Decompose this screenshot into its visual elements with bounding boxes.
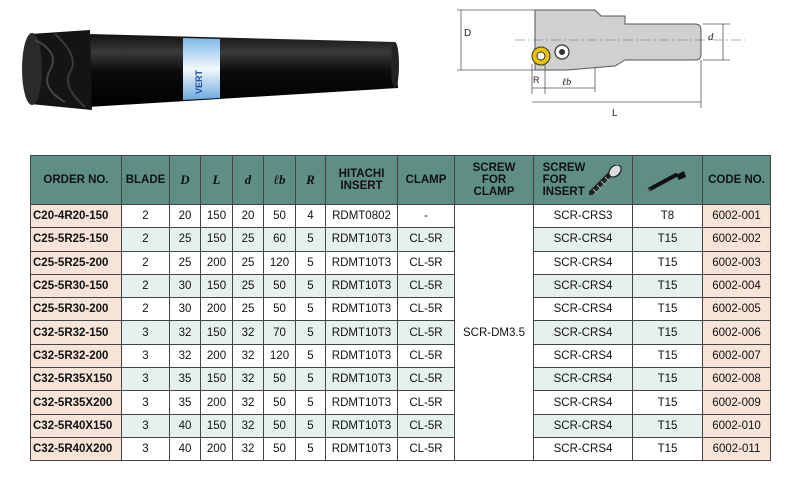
table-row bbox=[31, 368, 771, 391]
cell-lb: 50 bbox=[264, 298, 296, 321]
cell-screw-for-insert: SCR-CRS4 bbox=[534, 298, 633, 321]
cell-screw-for-insert: SCR-CRS4 bbox=[534, 321, 633, 344]
cell-order-no: C32-5R32-200 bbox=[31, 344, 122, 367]
cell-clamp: CL-5R bbox=[398, 414, 455, 437]
header-D: D bbox=[170, 156, 201, 205]
cell-blade: 3 bbox=[122, 321, 170, 344]
cell-d: 32 bbox=[233, 391, 264, 414]
cell-blade: 2 bbox=[122, 228, 170, 251]
cell-L: 200 bbox=[201, 437, 233, 460]
cell-d: 32 bbox=[233, 414, 264, 437]
cell-d: 25 bbox=[233, 251, 264, 274]
cell-R: 5 bbox=[296, 321, 326, 344]
cell-blade: 3 bbox=[122, 368, 170, 391]
header-code-no: CODE NO. bbox=[703, 156, 771, 205]
tool-dimension-diagram bbox=[455, 2, 790, 127]
cell-d: 25 bbox=[233, 228, 264, 251]
cell-key: T15 bbox=[633, 228, 703, 251]
screw-icon bbox=[589, 165, 623, 195]
cell-D: 32 bbox=[170, 321, 201, 344]
header-screw-for-insert bbox=[534, 156, 633, 205]
cell-code-no: 6002-008 bbox=[703, 368, 771, 391]
cell-screw-for-insert: SCR-CRS4 bbox=[534, 274, 633, 297]
cell-key: T15 bbox=[633, 274, 703, 297]
cell-lb: 50 bbox=[264, 437, 296, 460]
cell-d: 32 bbox=[233, 344, 264, 367]
cell-lb: 50 bbox=[264, 368, 296, 391]
cell-key: T15 bbox=[633, 391, 703, 414]
brand-text: VERT bbox=[194, 69, 204, 94]
tool-head-face bbox=[22, 33, 42, 105]
cell-order-no: C25-5R30-200 bbox=[31, 298, 122, 321]
cell-D: 35 bbox=[170, 391, 201, 414]
cell-insert: RDMT10T3 bbox=[326, 321, 398, 344]
table-row bbox=[31, 228, 771, 251]
table-row bbox=[31, 344, 771, 367]
cell-code-no: 6002-007 bbox=[703, 344, 771, 367]
cell-code-no: 6002-004 bbox=[703, 274, 771, 297]
header-clamp: CLAMP bbox=[398, 156, 455, 205]
cell-lb: 50 bbox=[264, 414, 296, 437]
cell-clamp: CL-5R bbox=[398, 228, 455, 251]
cell-order-no: C32-5R40X200 bbox=[31, 437, 122, 460]
cell-clamp: CL-5R bbox=[398, 321, 455, 344]
label-lb: ℓb bbox=[562, 77, 572, 88]
cell-lb: 50 bbox=[264, 274, 296, 297]
header-L: L bbox=[201, 156, 233, 205]
cell-clamp: CL-5R bbox=[398, 368, 455, 391]
cell-L: 150 bbox=[201, 321, 233, 344]
insert-screw bbox=[537, 52, 545, 60]
cell-L: 150 bbox=[201, 414, 233, 437]
cell-L: 150 bbox=[201, 368, 233, 391]
cell-order-no: C32-5R35X200 bbox=[31, 391, 122, 414]
table-row bbox=[31, 437, 771, 460]
cell-L: 150 bbox=[201, 205, 233, 228]
cell-insert: RDMT10T3 bbox=[326, 274, 398, 297]
cell-key: T15 bbox=[633, 344, 703, 367]
cell-key: T15 bbox=[633, 414, 703, 437]
cell-screw-for-insert: SCR-CRS4 bbox=[534, 437, 633, 460]
cell-order-no: C25-5R25-150 bbox=[31, 228, 122, 251]
table-header-row bbox=[31, 156, 771, 205]
cell-R: 5 bbox=[296, 344, 326, 367]
cell-blade: 3 bbox=[122, 344, 170, 367]
cell-code-no: 6002-003 bbox=[703, 251, 771, 274]
label-L: L bbox=[612, 108, 618, 119]
cell-order-no: C32-5R32-150 bbox=[31, 321, 122, 344]
cell-order-no: C25-5R30-150 bbox=[31, 274, 122, 297]
cell-order-no: C32-5R35X150 bbox=[31, 368, 122, 391]
header-key bbox=[633, 156, 703, 205]
cell-lb: 120 bbox=[264, 344, 296, 367]
cell-D: 40 bbox=[170, 437, 201, 460]
cell-key: T15 bbox=[633, 437, 703, 460]
cell-screw-for-insert: SCR-CRS4 bbox=[534, 251, 633, 274]
cell-code-no: 6002-009 bbox=[703, 391, 771, 414]
cell-clamp: CL-5R bbox=[398, 298, 455, 321]
cell-clamp: CL-5R bbox=[398, 391, 455, 414]
cell-D: 30 bbox=[170, 274, 201, 297]
cell-L: 200 bbox=[201, 298, 233, 321]
header-screw-clamp-line3: CLAMP bbox=[473, 186, 515, 198]
cell-blade: 2 bbox=[122, 298, 170, 321]
cell-lb: 120 bbox=[264, 251, 296, 274]
header-screw-clamp-line2: FOR bbox=[481, 174, 507, 186]
cell-clamp: CL-5R bbox=[398, 437, 455, 460]
spec-table bbox=[30, 155, 771, 461]
cell-blade: 2 bbox=[122, 274, 170, 297]
cell-code-no: 6002-005 bbox=[703, 298, 771, 321]
tool-shaft-end bbox=[391, 42, 399, 88]
cell-code-no: 6002-011 bbox=[703, 437, 771, 460]
cell-screw-for-insert: SCR-CRS3 bbox=[534, 205, 633, 228]
cell-screw-for-insert: SCR-CRS4 bbox=[534, 344, 633, 367]
clamp-screw bbox=[559, 49, 565, 55]
cell-D: 25 bbox=[170, 251, 201, 274]
header-screw-insert-line3: INSERT bbox=[542, 186, 585, 198]
cell-blade: 3 bbox=[122, 437, 170, 460]
cell-insert: RDMT0802 bbox=[326, 205, 398, 228]
table-row bbox=[31, 321, 771, 344]
cell-order-no: C20-4R20-150 bbox=[31, 205, 122, 228]
cell-code-no: 6002-006 bbox=[703, 321, 771, 344]
header-insert-line1: HITACHI bbox=[338, 168, 385, 180]
cell-blade: 3 bbox=[122, 414, 170, 437]
cell-insert: RDMT10T3 bbox=[326, 344, 398, 367]
cell-clamp: - bbox=[398, 205, 455, 228]
header-R: R bbox=[296, 156, 326, 205]
cell-key: T15 bbox=[633, 298, 703, 321]
cell-L: 200 bbox=[201, 344, 233, 367]
cell-R: 5 bbox=[296, 228, 326, 251]
cell-insert: RDMT10T3 bbox=[326, 391, 398, 414]
cell-screw-for-insert: SCR-CRS4 bbox=[534, 368, 633, 391]
cell-L: 200 bbox=[201, 391, 233, 414]
header-blade: BLADE bbox=[122, 156, 170, 205]
cell-R: 5 bbox=[296, 298, 326, 321]
cell-key: T8 bbox=[633, 205, 703, 228]
cell-screw-for-insert: SCR-CRS4 bbox=[534, 228, 633, 251]
tool-shaft bbox=[88, 34, 398, 107]
cell-insert: RDMT10T3 bbox=[326, 368, 398, 391]
cell-blade: 2 bbox=[122, 251, 170, 274]
cell-R: 5 bbox=[296, 391, 326, 414]
cell-D: 25 bbox=[170, 228, 201, 251]
table-row bbox=[31, 414, 771, 437]
cell-code-no: 6002-001 bbox=[703, 205, 771, 228]
cell-order-no: C25-5R25-200 bbox=[31, 251, 122, 274]
cell-clamp: CL-5R bbox=[398, 251, 455, 274]
cell-screw-for-insert: SCR-CRS4 bbox=[534, 414, 633, 437]
cell-blade: 3 bbox=[122, 391, 170, 414]
tool-photo bbox=[10, 12, 410, 122]
cell-D: 40 bbox=[170, 414, 201, 437]
header-d: d bbox=[233, 156, 264, 205]
cell-R: 5 bbox=[296, 368, 326, 391]
cell-D: 32 bbox=[170, 344, 201, 367]
cell-d: 32 bbox=[233, 437, 264, 460]
cell-lb: 50 bbox=[264, 391, 296, 414]
header-screw-clamp-line1: SCREW bbox=[472, 162, 516, 174]
cell-insert: RDMT10T3 bbox=[326, 437, 398, 460]
cell-d: 25 bbox=[233, 298, 264, 321]
cell-d: 25 bbox=[233, 274, 264, 297]
cell-R: 5 bbox=[296, 414, 326, 437]
cell-d: 20 bbox=[233, 205, 264, 228]
cell-code-no: 6002-010 bbox=[703, 414, 771, 437]
cell-R: 5 bbox=[296, 274, 326, 297]
cell-R: 5 bbox=[296, 251, 326, 274]
header-insert bbox=[326, 156, 398, 205]
cell-insert: RDMT10T3 bbox=[326, 298, 398, 321]
table-row bbox=[31, 251, 771, 274]
label-R: R bbox=[533, 75, 540, 85]
torx-key-icon bbox=[646, 167, 690, 193]
table-row bbox=[31, 274, 771, 297]
cell-clamp: CL-5R bbox=[398, 344, 455, 367]
table-row bbox=[31, 298, 771, 321]
cell-insert: RDMT10T3 bbox=[326, 414, 398, 437]
table-row bbox=[31, 205, 771, 228]
header-screw-insert-line1: SCREW bbox=[542, 162, 586, 174]
table-row bbox=[31, 391, 771, 414]
cell-screw-for-clamp: SCR-DM3.5 bbox=[455, 205, 534, 461]
cell-lb: 70 bbox=[264, 321, 296, 344]
cell-key: T15 bbox=[633, 251, 703, 274]
cell-blade: 2 bbox=[122, 205, 170, 228]
header-screw-for-clamp bbox=[455, 156, 534, 205]
label-d: d bbox=[708, 31, 714, 43]
cell-lb: 50 bbox=[264, 205, 296, 228]
cell-order-no: C32-5R40X150 bbox=[31, 414, 122, 437]
header-order-no: ORDER NO. bbox=[31, 156, 122, 205]
cell-lb: 60 bbox=[264, 228, 296, 251]
header-insert-line2: INSERT bbox=[340, 180, 383, 192]
cell-D: 20 bbox=[170, 205, 201, 228]
cell-screw-for-insert: SCR-CRS4 bbox=[534, 391, 633, 414]
cell-L: 150 bbox=[201, 228, 233, 251]
header-lb: ℓb bbox=[264, 156, 296, 205]
label-D: D bbox=[464, 28, 472, 39]
cell-key: T15 bbox=[633, 368, 703, 391]
cell-D: 35 bbox=[170, 368, 201, 391]
cell-L: 150 bbox=[201, 274, 233, 297]
header-screw-insert-line2: FOR bbox=[542, 174, 567, 186]
cell-d: 32 bbox=[233, 368, 264, 391]
cell-key: T15 bbox=[633, 321, 703, 344]
cell-R: 5 bbox=[296, 437, 326, 460]
cell-L: 200 bbox=[201, 251, 233, 274]
cell-code-no: 6002-002 bbox=[703, 228, 771, 251]
cell-R: 4 bbox=[296, 205, 326, 228]
cell-insert: RDMT10T3 bbox=[326, 251, 398, 274]
cell-D: 30 bbox=[170, 298, 201, 321]
cell-d: 32 bbox=[233, 321, 264, 344]
cell-insert: RDMT10T3 bbox=[326, 228, 398, 251]
cell-clamp: CL-5R bbox=[398, 274, 455, 297]
